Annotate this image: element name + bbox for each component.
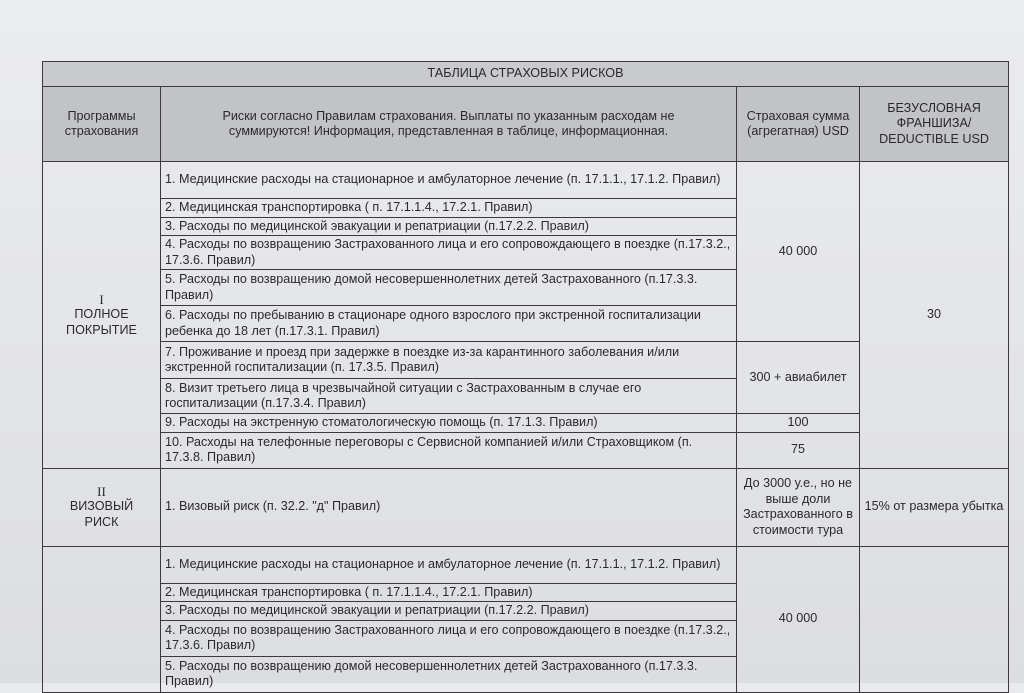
program-1-name: ПОЛНОЕ ПОКРЫТИЕ <box>66 307 137 337</box>
sum-cell: 100 <box>737 414 860 433</box>
sum-cell: 40 000 <box>737 162 860 342</box>
risk-item: 1. Визовый риск (п. 32.2. "д" Правил) <box>161 468 737 546</box>
risk-item: 4. Расходы по возвращению Застрахованного лица и его сопровождающего в поездке (п.17.3.2., 17.3.6. Правил) <box>161 620 737 656</box>
program-1-cell <box>43 162 161 469</box>
risk-item: 7. Проживание и проезд при задержке в поездке из-за карантинного заболевания и/или экстренной госпитализации (п. 17.3.5. Правил) <box>161 342 737 379</box>
risk-item: 3. Расходы по медицинской эвакуации и репатриации (п.17.2.2. Правил) <box>161 602 737 621</box>
risk-item: 2. Медицинская транспортировка ( п. 17.1.1.4., 17.2.1. Правил) <box>161 199 737 218</box>
program-1-number: I <box>99 291 104 307</box>
table-title: ТАБЛИЦА СТРАХОВЫХ РИСКОВ <box>43 62 1009 87</box>
risk-item: 4. Расходы по возвращению Застрахованного лица и его сопровождающего в поездке (п.17.3.2., 17.3.6. Правил) <box>161 236 737 270</box>
risk-item: 6. Расходы по пребыванию в стационаре одного взрослого при экстренной госпитализации ребенка до 18 лет (п.17.3.1. Правил) <box>161 306 737 342</box>
risk-item: 1. Медицинские расходы на стационарное и амбулаторное лечение (п. 17.1.1., 17.1.2. Правил) <box>161 546 737 583</box>
program-2-name: ВИЗОВЫЙ РИСК <box>69 499 134 529</box>
risk-item: 3. Расходы по медицинской эвакуации и репатриации (п.17.2.2. Правил) <box>161 217 737 236</box>
table-row <box>43 546 1009 583</box>
table-row <box>43 468 1009 546</box>
insurance-risk-table <box>42 61 1009 693</box>
deductible-cell: 15% от размера убытка <box>860 468 1009 546</box>
risk-item: 5. Расходы по возвращению домой несовершеннолетних детей Застрахованного (п.17.3.3. Правил) <box>161 656 737 692</box>
sum-cell: 75 <box>737 432 860 468</box>
header-programs: Программы страхования <box>43 87 161 162</box>
deductible-cell <box>860 546 1009 692</box>
sum-cell: До 3000 у.е., но не выше доли Застрахованного в стоимости тура <box>737 468 860 546</box>
table-row <box>43 162 1009 199</box>
deductible-cell: 30 <box>860 162 1009 469</box>
header-risks: Риски согласно Правилам страхования. Выплаты по указанным расходам не суммируются! Информация, представленная в таблице, информационная. <box>161 87 737 162</box>
risk-item: 10. Расходы на телефонные переговоры с Сервисной компанией и/или Страховщиком (п. 17.3.8. Правил) <box>161 432 737 468</box>
table-header-row <box>43 87 1009 162</box>
risk-item: 9. Расходы на экстренную стоматологическую помощь (п. 17.1.3. Правил) <box>161 414 737 433</box>
table-title-row <box>43 62 1009 87</box>
header-sum: Страховая сумма (агрегатная) USD <box>737 87 860 162</box>
risk-item: 1. Медицинские расходы на стационарное и амбулаторное лечение (п. 17.1.1., 17.1.2. Правил) <box>161 162 737 199</box>
program-2-cell <box>43 468 161 546</box>
sum-cell: 40 000 <box>737 546 860 692</box>
risk-item: 8. Визит третьего лица в чрезвычайной ситуации с Застрахованным в случае его госпитализации (п.17.3.4. Правил) <box>161 379 737 414</box>
risk-item: 2. Медицинская транспортировка ( п. 17.1.1.4., 17.2.1. Правил) <box>161 583 737 602</box>
header-deductible: БЕЗУСЛОВНАЯ ФРАНШИЗА/ DEDUCTIBLE USD <box>860 87 1009 162</box>
risk-item: 5. Расходы по возвращению домой несовершеннолетних детей Застрахованного (п.17.3.3. Правил) <box>161 270 737 306</box>
program-2-number: II <box>97 483 106 499</box>
sum-cell: 300 + авиабилет <box>737 342 860 414</box>
program-3-cell <box>43 546 161 692</box>
